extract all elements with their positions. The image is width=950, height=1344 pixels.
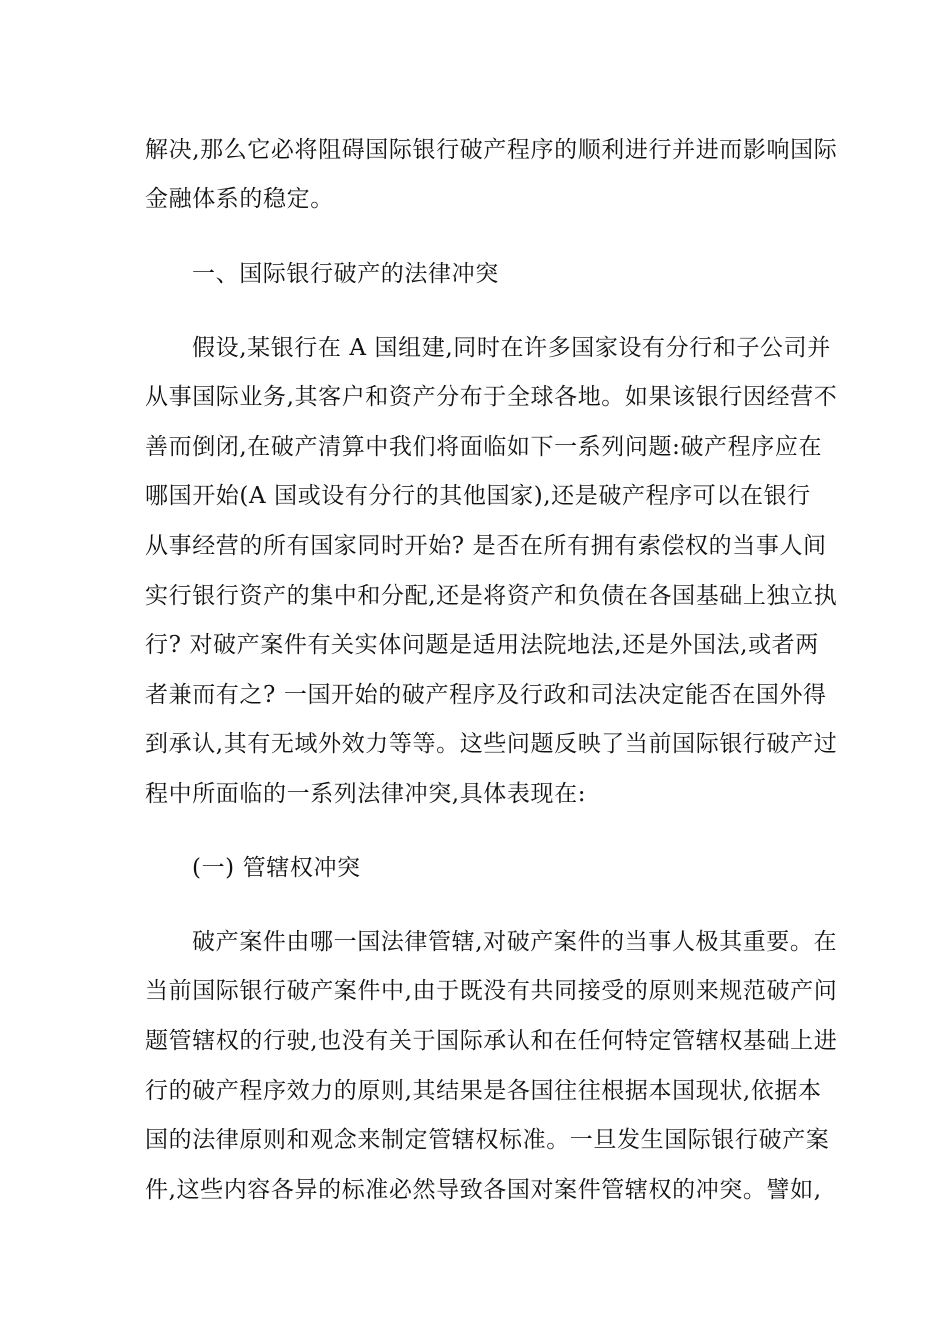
paragraph-line: 国的法律原则和观念来制定管辖权标准。一旦发生国际银行破产案 <box>145 1127 830 1153</box>
section-heading: 一、国际银行破产的法律冲突 <box>192 261 499 287</box>
paragraph-line: 题管辖权的行驶,也没有关于国际承认和在任何特定管辖权基础上进 <box>145 1028 838 1054</box>
paragraph-line: 金融体系的稳定。 <box>145 186 334 212</box>
paragraph-line: 实行银行资产的集中和分配,还是将资产和负债在各国基础上独立执 <box>145 583 838 609</box>
paragraph-line: 假设,某银行在 A 国组建,同时在许多国家设有分行和子公司并 <box>192 335 831 361</box>
paragraph-line: 行的破产程序效力的原则,其结果是各国往往根据本国现状,依据本 <box>145 1078 822 1104</box>
paragraph-line: 当前国际银行破产案件中,由于既没有共同接受的原则来规范破产问 <box>145 978 838 1004</box>
paragraph-line: 从事经营的所有国家同时开始? 是否在所有拥有索偿权的当事人间 <box>145 533 827 559</box>
paragraph-line: 行? 对破产案件有关实体问题是适用法院地法,还是外国法,或者两 <box>145 632 819 658</box>
paragraph-line: 从事国际业务,其客户和资产分布于全球各地。如果该银行因经营不 <box>145 384 838 410</box>
paragraph-line: 到承认,其有无域外效力等等。这些问题反映了当前国际银行破产过 <box>145 731 838 757</box>
paragraph-line: 解决,那么它必将阻碍国际银行破产程序的顺利进行并进而影响国际 <box>145 137 838 163</box>
paragraph-line: 件,这些内容各异的标准必然导致各国对案件管辖权的冲突。譬如, <box>145 1177 822 1203</box>
paragraph-line: 破产案件由哪一国法律管辖,对破产案件的当事人极其重要。在 <box>192 929 838 955</box>
paragraph-line: 善而倒闭,在破产清算中我们将面临如下一系列问题:破产程序应在 <box>145 434 823 460</box>
paragraph-line: 者兼而有之? 一国开始的破产程序及行政和司法决定能否在国外得 <box>145 682 827 708</box>
paragraph-line: 哪国开始(A 国或设有分行的其他国家),还是破产程序可以在银行 <box>145 483 811 509</box>
subsection-heading: (一) 管辖权冲突 <box>192 855 361 881</box>
paragraph-line: 程中所面临的一系列法律冲突,具体表现在: <box>145 781 587 807</box>
